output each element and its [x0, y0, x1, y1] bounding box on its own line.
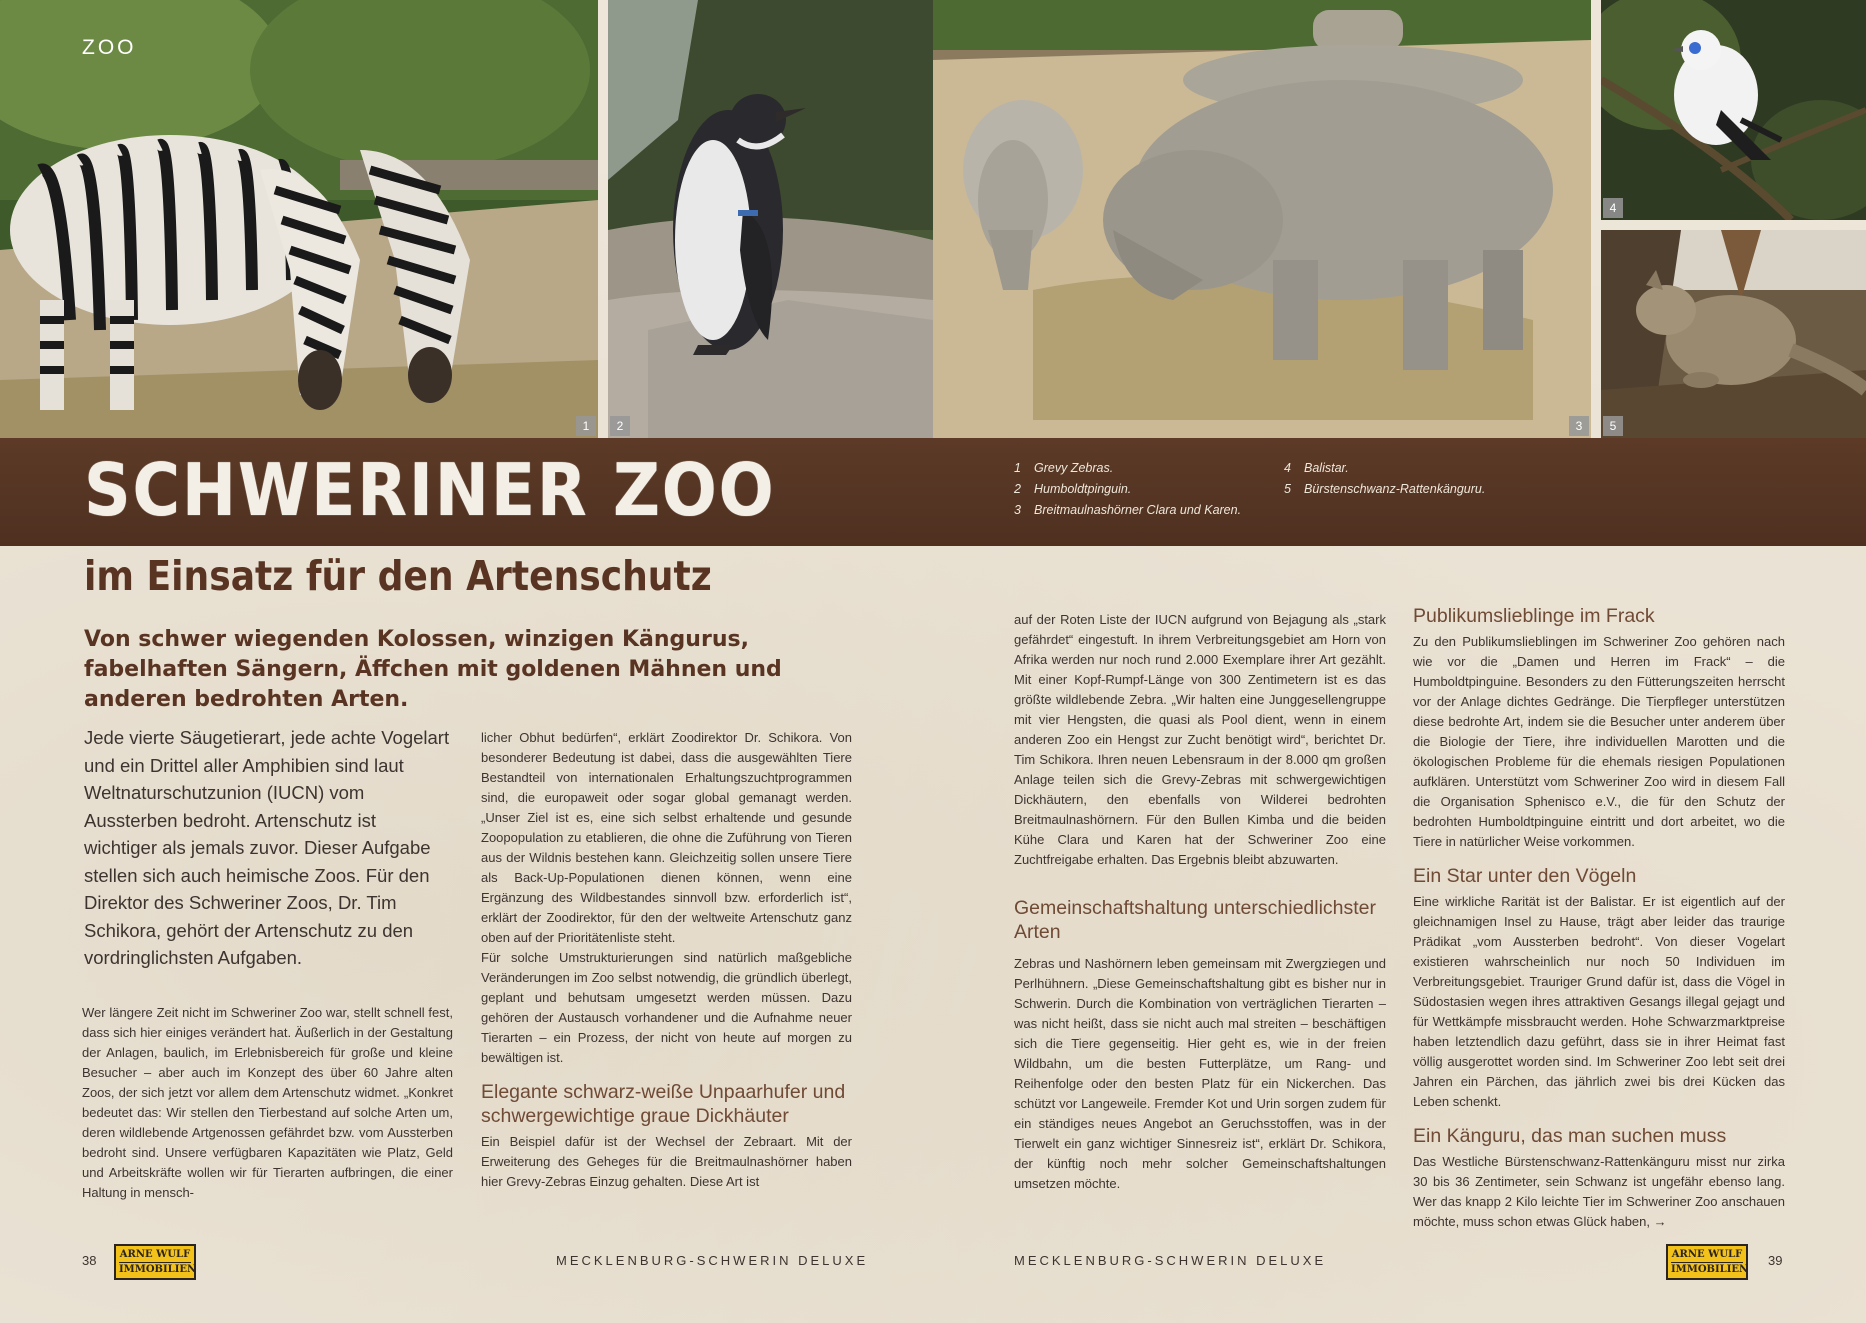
paragraph: Wer längere Zeit nicht im Schweriner Zoo war, stellt schnell fest, dass sich hier einiges verändert hat. Äußerlich in der Gestaltung der Anlagen, baulich, im Erlebnisbereich für große und kleine Besucher – aber auch im Konzept des über 60 Jahre alten Zoos, der sich jetzt vor allem dem Artenschutz widmet. „Konkret bedeutet das: Wir stellen den Tierbestand auf solche Arten um, deren wildlebende Artgenossen gefährdet bzw. vom Aussterben bedroht sind. Unsere verfügbaren Kapazitäten wie Platz, Geld und Arbeitskräfte wollen wir für Tierarten aufbringen, die einer Haltung in mensch- [82, 1005, 453, 1200]
photo-captions-right [1284, 458, 1485, 500]
photo-number-3: 3 [1569, 416, 1589, 436]
column-4 [1413, 604, 1785, 1232]
subheading: Publikumslieblinge im Frack [1413, 605, 1655, 627]
column-1 [82, 1003, 453, 1203]
paragraph: Zebras und Nashörnern leben gemeinsam mit Zwergziegen und Perlhühnern. „Diese Gemeinschaftshaltung gibt es bisher nur in Schwerin. Durch die Kombination von verträglichen Tierarten – was nicht heißt, dass sie nicht auch mal streiten – beschäftigen sich die Tiere gegenseitig. Hier geht es, wie in der freien Wildbahn, um die besten Futterplätze, um Rang- und Reihenfolge oder den besten Platz für ein Nickerchen. Das schützt vor Langeweile. Fremder Kot und Urin sorgen zudem für ein ständiges neues Angebot an Geruchsstoffen, was in der Tierwelt ein ganz wichtiger Sinnesreiz ist“, erklärt Dr. Schikora, der künftig noch mehr solcher Gemeinschaftshaltungen umsetzen möchte. [1014, 956, 1386, 1191]
page-number-left: 38 [82, 1253, 97, 1268]
paragraph: Eine wirkliche Rarität ist der Balistar. Er ist eigentlich auf der gleichnamigen Insel zu Hause, trägt aber leider das traurige Prädikat „vom Aussterben bedroht“. Von dieser Vogelart existieren wahrscheinlich nur noch 50 Individuen im Verbreitungsgebiet. Trauriger Grund dafür ist, dass die Vögel in Südostasien wegen ihres attraktiven Gesangs illegal gejagt und für Wettkämpfe missbraucht werden. Hohe Schwarzmarktpreise haben letztendlich dazu geführt, dass sie in ihrer Heimat fast völlig ausgerottet worden sind. Im Schweriner Zoo lebt seit drei Jahren ein Pärchen, das jährlich zwei bis drei Kücken das Leben schenkt. [1413, 894, 1785, 1109]
article-intro: Jede vierte Säugetierart, jede achte Vogelart und ein Drittel aller Amphibien sind laut Weltnaturschutzunion (IUCN) vom Aussterben bedroht. Artenschutz ist wichtiger als jemals zuvor. Dieser Aufgabe stellen sich auch heimische Zoos. Für den Direktor des Schweriner Zoos, Dr. Tim Schikora, gehört der Artenschutz zu den vordringlichsten Aufgaben. [84, 727, 450, 968]
column-3 [1014, 610, 1386, 1194]
paragraph: licher Obhut bedürfen“, erklärt Zoodirektor Dr. Schikora. Von besonderer Bedeutung ist dabei, dass die ausgewählten Tiere Bestandteil von internationalen Erhaltungszuchtprogrammen sind, die europaweit oder sogar global gemanagt werden. „Unser Ziel ist es, eine sich selbst erhaltende und gesunde Zoopopulation zu etablieren, die ohne die Zuführung von Tieren aus der Wildnis bestehen kann. Gleichzeitig sollen unsere Tiere als Back-Up-Populationen dienen können, wenn eine Ergänzung des Wildbestandes sinnvoll bzw. erforderlich ist“, erklärt der Zoodirektor, für den der weltweite Artenschutz ganz oben auf der Prioritätenliste steht. [481, 730, 852, 945]
caption-row: 3 Breitmaulnashörner Clara und Karen. [1014, 503, 1242, 517]
sponsor-logo-right: ARNE WULF IMMOBILIEN [1666, 1244, 1748, 1280]
subheading: Elegante schwarz-weiße Unpaarhufer und schwergewichtige graue Dickhäuter [481, 1081, 846, 1127]
paragraph: Zu den Publikumslieblingen im Schweriner Zoo gehören nach wie vor die „Damen und Herren im Frack“ – die Humboldtpinguine. Besonders zu den Fütterungszeiten herrscht vor der Anlage dichtes Gedränge. Die Tierpfleger unterstützen diese bedrohte Art, indem sie die Besucher unter anderem über die Biologie der Tiere, ihre individuellen Marotten und die ökologischen Probleme für die ehemals riesigen Populationen aufklären. Unterstützt vom Schweriner Zoo wird in diesem Fall die Organisation Sphenisco e.V., die für den Schutz der bedrohten Humboldtpinguine eintritt und dort arbeitet, wo die Tiere in natürlicher Weise vorkommen. [1413, 634, 1785, 849]
photo-number-4: 4 [1603, 198, 1623, 218]
caption-row: 2 Humboldtpinguin. [1014, 482, 1132, 496]
caption-row: 1 Grevy Zebras. [1014, 461, 1114, 475]
subheading: Gemeinschaftshaltung unterschiedlichster Arten [1014, 897, 1377, 943]
paragraph: Für solche Umstrukturierungen sind natürlich maßgebliche Veränderungen im Zoo selbst notwendig, die gründlich überlegt, geplant und behutsam umgesetzt werden müssen. Dazu gehören der Austausch vorhandener und die Aufnahme neuer Tierarten – ein Prozess, der nicht von heute auf morgen zu bewältigen ist. [481, 950, 852, 1065]
photo-penguin [608, 0, 933, 438]
subheading: Ein Star unter den Vögeln [1413, 865, 1637, 887]
magazine-name-right: MECKLENBURG-SCHWERIN DELUXE [1014, 1253, 1327, 1268]
article-subtitle: im Einsatz für den Artenschutz [84, 552, 712, 600]
column-2 [481, 728, 852, 1192]
sponsor-logo-left: ARNE WULF IMMOBILIEN [114, 1244, 196, 1280]
caption-row: 5 Bürstenschwanz-Rattenkänguru. [1284, 482, 1486, 496]
section-label: ZOO [82, 36, 137, 59]
paragraph: Ein Beispiel dafür ist der Wechsel der Zebraart. Mit der Erweiterung des Geheges für die Breitmaulnashörner haben hier Grevy-Zebras Einzug gehalten. Diese Art ist [481, 1134, 852, 1189]
article-lead: Von schwer wiegenden Kolossen, winzigen Kängurus, fabelhaften Sängern, Äffchen mit goldenen Mähnen und anderen bedrohten Arten. [84, 627, 782, 712]
photo-kangaroo [1601, 230, 1866, 438]
photo-captions-left [1014, 458, 1241, 521]
photo-number-2: 2 [610, 416, 630, 436]
page-number-right: 39 [1768, 1253, 1783, 1268]
photo-zebras [0, 0, 598, 438]
photo-rhinos [933, 0, 1591, 438]
photo-number-1: 1 [576, 416, 596, 436]
magazine-name-left: MECKLENBURG-SCHWERIN DELUXE [556, 1253, 869, 1268]
paragraph: auf der Roten Liste der IUCN aufgrund von Bejagung als „stark gefährdet“ eingestuft. In ihrem Verbreitungsgebiet am Horn von Afrika werden nur noch rund 2.000 Exemplare ihrer Art gezählt. Mit einer Kopf-Rumpf-Länge von 300 Zentimetern ist es das größte wildlebende Zebra. „Wir halten eine Junggesellengruppe mit vier Hengsten, die quasi als Pool dient, wenn in einem anderen Zoo ein Hengst zur Zucht benötigt wird“, berichtet Dr. Tim Schikora. Ihren neuen Lebensraum in der 8.000 qm großen Anlage teilen sich die Grevy-Zebras mit schwergewichtigen Dickhäutern, den ebenfalls von Wilderei bedrohten Breitmaulnashörnern. Für den Bullen Kimba und die beiden Kühe Clara und Karen hat der Schweriner Zoo eine Zuchtfreigabe erhalten. Das Ergebnis bleibt abzuwarten. [1014, 612, 1386, 867]
photo-number-5: 5 [1603, 416, 1623, 436]
page-title: SCHWERINER ZOO [84, 448, 776, 532]
photo-bali-starling [1601, 0, 1866, 220]
caption-row: 4 Balistar. [1284, 461, 1349, 475]
subheading: Ein Känguru, das man suchen muss [1413, 1125, 1727, 1147]
paragraph: Das Westliche Bürstenschwanz-Rattenkänguru misst nur zirka 30 bis 36 Zentimeter, sein Schwanz ist ungefähr ebenso lang. Wer das knapp 2 Kilo leichte Tier im Schweriner Zoo anschauen möchte, muss schon etwas Glück haben, → [1413, 1154, 1785, 1229]
